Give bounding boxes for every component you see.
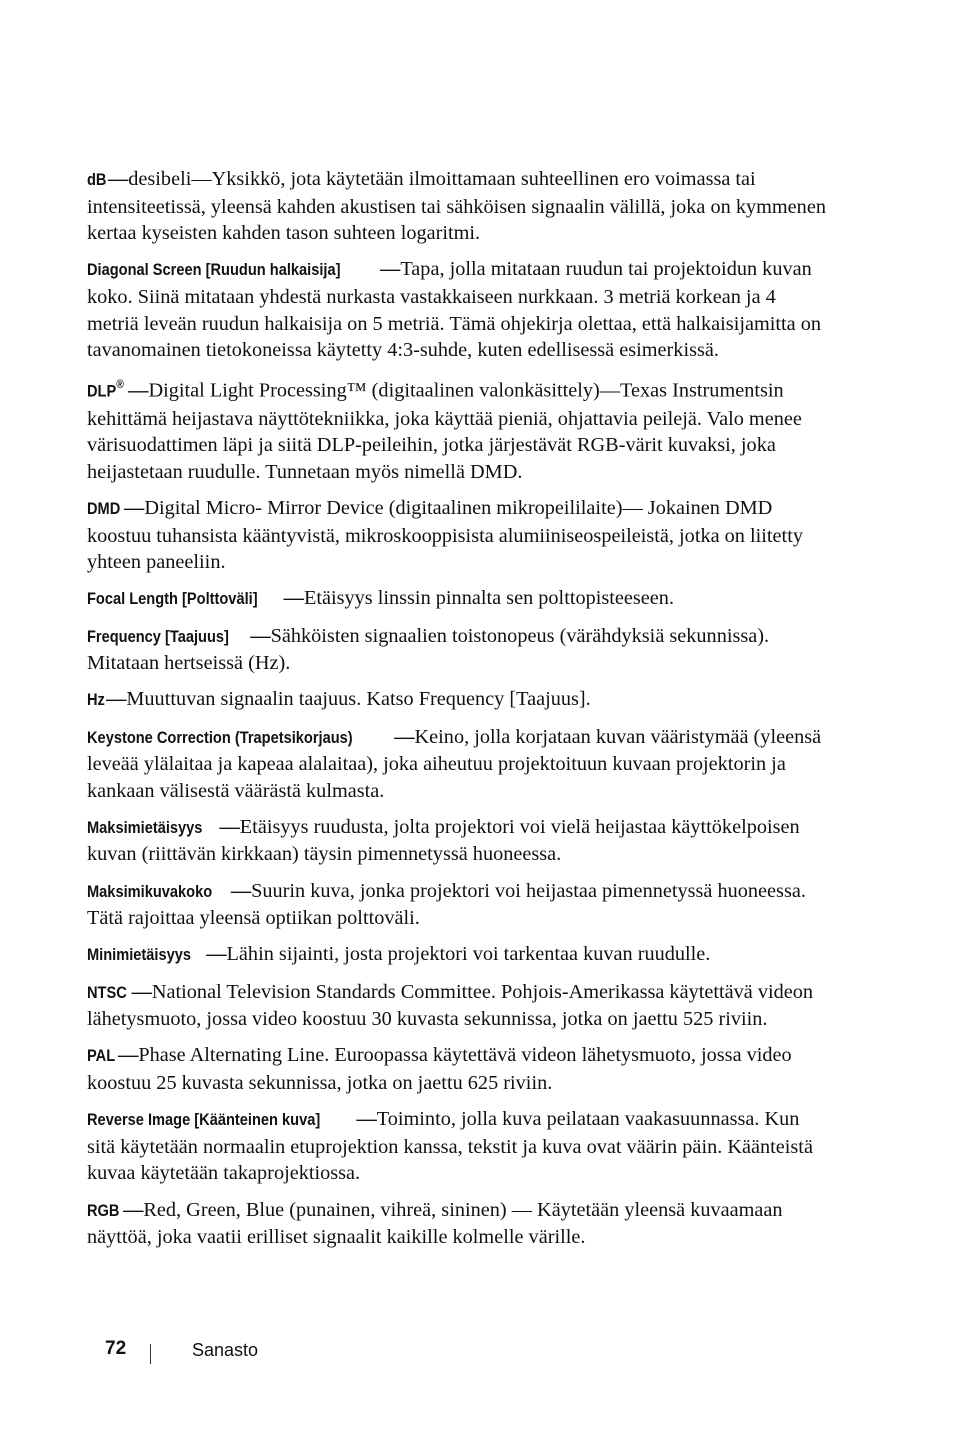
page-footer [0,1336,954,1366]
glossary-definition: Red, Green, Blue (punainen, vihreä, sininen) — Käytetään yleensä kuvaamaan näyttöä, joka vaatii erilliset signaalit kaikille kolmelle värille. [87,1198,783,1249]
glossary-entry-rgb [87,1197,827,1251]
term-dash: — [356,1108,377,1131]
glossary-definition: Etäisyys linssin pinnalta sen polttopisteeseen. [303,587,675,610]
glossary-entry-db [87,166,827,247]
glossary-entry-dmd [87,495,827,576]
glossary-term: Frequency [Taajuus] [87,626,229,646]
glossary-term: DMD [87,498,121,518]
term-dash: — [394,725,415,748]
glossary-definition: desibeli—Yksikkö, jota käytetään ilmoittamaan suhteellinen ero voimassa tai intensiteetissä, yleensä kahden akustisen tai sähköisen signaalin välillä, joka on kymmenen kertaa kyseisten kahden tason suhteen logaritmi. [87,168,826,245]
glossary-definition: National Television Standards Committee. Pohjois-Amerikassa käytettävä videon lähetysmuoto, jossa video koostuu 30 kuvasta sekunnissa, jotka on jaettu 525 riviin. [87,980,814,1031]
glossary-term: Reverse Image [Käänteinen kuva] [87,1110,321,1130]
section-name: Sanasto [192,1340,259,1360]
term-dash: — [107,168,129,190]
glossary-entry-maksimikuvakoko [87,878,827,932]
term-dash: — [206,943,227,966]
glossary-entry-keystone-correction [87,724,827,805]
glossary-term: Keystone Correction (Trapetsikorjaus) [87,727,353,747]
glossary-definition: Tapa, jolla mitataan ruudun tai projektoidun kuvan koko. Siinä mitataan yhdestä nurkasta vastakkaiseen nurkkaan. 3 metriä korkean ja 4 metriä leveän ruudun halkaisija on 5 metriä. Tämä ohjekirja olettaa, että halkaisijamitta on tavanomainen tietokoneissa käytetty 4:3-suhde, kuten edellisessä esimerkissä. [87,258,821,362]
term-dash: — [128,380,149,402]
term-dash: — [123,1198,144,1221]
glossary-definition: Keino, jolla korjataan kuvan vääristymää (yleensä leveää ylälaitaa ja kapeaa alalaitaa), joka aiheutuu projektoituun kuvaan projektorin ja kankaan välisestä väärästä kulmasta. [87,725,822,802]
term-dash: — [124,496,145,519]
term-dash: — [250,624,271,647]
glossary-term: Diagonal Screen [Ruudun halkaisija] [87,260,341,280]
glossary-term: Maksimietäisyys [87,817,203,837]
glossary-term: PAL [87,1046,116,1066]
glossary-definition: Digital Micro- Mirror Device (digitaalinen mikropeililaite)— Jokainen DMD koostuu tuhansista kääntyvistä, mikroskooppisista alumiiniseospeileistä, jotka on liitetty yhteen paneeliin. [87,496,803,574]
term-dash: — [118,1044,139,1067]
glossary-entry-hz [87,686,827,714]
glossary-entry-dlp [87,373,827,485]
glossary-definition: Muuttuvan signaalin taajuus. Katso Frequency [Taajuus]. [126,688,591,711]
glossary-definition: Lähin sijainti, josta projektori voi tarkentaa kuvan ruudulle. [226,943,711,966]
glossary-definition: Sähköisten signaalien toistonopeus (värähdyksiä sekunnissa). Mitataan hertseissä (Hz). [87,624,770,675]
glossary-definition: Digital Light Processing™ (digitaalinen valonkäsittely)—Texas Instrumentsin kehittämä heijastava näyttötekniikka, joka käyttää pieniä, ohjattavia peilejä. Valo menee värisuodattimen läpi ja siitä DLP-peileihin, jotka järjestävät RGB-värit kuvaksi, joka heijastetaan ruudulle. Tunnetaan myös nimellä DMD. [87,380,802,483]
glossary-term: dB [87,170,107,189]
glossary-entry-diagonal-screen [87,256,827,363]
glossary-list [87,166,827,1260]
term-dash: — [219,815,240,838]
glossary-entry-ntsc [87,979,827,1033]
registered-mark: ® [116,377,124,392]
glossary-definition: Suurin kuva, jonka projektori voi heijastaa pimennetyssä huoneessa. Tätä rajoittaa yleensä optiikan polttoväli. [87,879,806,930]
term-dash: — [283,587,304,610]
glossary-entry-minimietaisyys [87,941,827,969]
glossary-definition: Toiminto, jolla kuva peilataan vaakasuunnassa. Kun sitä käytetään normaalin etuprojektion kanssa, tekstit ja kuva ovat väärin päin. Käänteistä kuvaa käytetään takaprojektiossa. [87,1108,813,1185]
glossary-definition: Etäisyys ruudusta, jolta projektori voi vielä heijastaa käyttökelpoisen kuvan (riittävän kirkkaan) täysin pimennetyssä huoneessa. [87,815,800,866]
term-dash: — [106,688,127,711]
term-dash: — [380,258,401,281]
glossary-definition: Phase Alternating Line. Euroopassa käytettävä videon lähetysmuoto, jossa video koostuu 25 kuvasta sekunnissa, jotka on jaettu 625 riviin. [87,1044,792,1094]
glossary-term: NTSC [87,982,127,1002]
glossary-term: RGB [87,1200,120,1220]
glossary-entry-focal-length [87,585,827,613]
term-dash: — [131,980,152,1003]
page-number: 72 [105,1338,127,1359]
glossary-entry-reverse-image [87,1106,827,1187]
glossary-term: DLP® [87,377,124,401]
glossary-term: Maksimikuvakoko [87,881,213,901]
footer-separator [150,1344,151,1364]
glossary-entry-maksimietaisyys [87,814,827,868]
term-dash: — [230,879,252,902]
glossary-entry-pal [87,1042,827,1096]
glossary-entry-frequency [87,623,827,677]
glossary-term: Hz [87,690,105,710]
glossary-term: Minimietäisyys [87,945,192,965]
glossary-term: Focal Length [Polttoväli] [87,589,258,609]
